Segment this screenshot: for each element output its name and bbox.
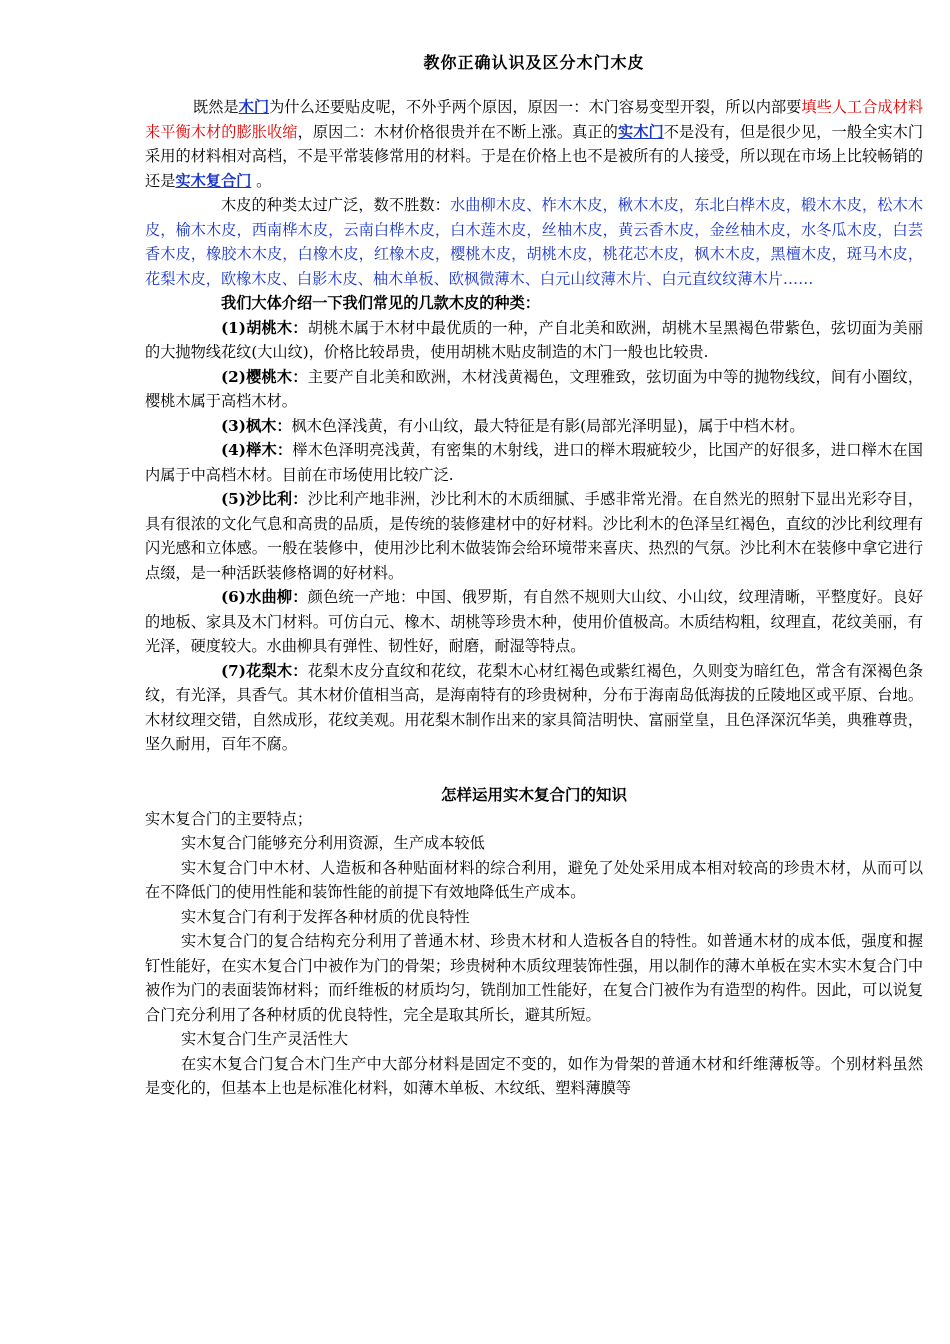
wood-text: 榉木色泽明亮浅黄，有密集的木射线，进口的榉木瑕疵较少，比国产的好很多，进口榉木在国内属于中高档木材。目前在市场使用比较广泛. [145,441,923,484]
intro-paragraph [145,95,923,193]
common-heading-text: 我们大体介绍一下我们常见的几款木皮的种类： [221,294,540,312]
wood-maple [145,414,923,439]
feature1-heading: 实木复合门能够充分利用资源，生产成本较低 [181,834,485,852]
wood-ash [145,585,923,659]
wood-label: (6)水曲柳： [221,588,308,606]
link-composite-door[interactable]: 实木复合门 [175,171,252,190]
species-list: 水曲柳木皮、柞木木皮，楸木木皮，东北白桦木皮，椴木木皮，松木木皮，榆木木皮，西南桦木皮，云南白桦木皮，白木莲木皮，丝柚木皮，黄云香木皮，金丝柚木皮，水冬瓜木皮，白芸香木皮，橡胶木木皮，白橡木皮，红橡木皮，樱桃木皮，胡桃木皮，桃花芯木皮，枫木木皮，黑檀木皮，斑马木皮，花梨木皮，欧橡木皮、白影木皮、柚木单板、欧枫微薄木、白元山纹薄木片、白元直纹纹薄木片…… [145,196,924,288]
link-solid-wood-door[interactable]: 实木门 [617,122,664,141]
wood-rosewood [145,659,923,757]
document-page [145,40,923,1101]
wood-label: (5)沙比利： [221,490,308,508]
wood-label: (2)樱桃木： [221,367,308,386]
section2-title: 怎样运用实木复合门的知识 [440,784,627,804]
wood-text: 沙比利产地非洲，沙比利木的木质细腻、手感非常光滑。在自然光的照射下显出光彩夺目，具有很浓的文化气息和高贵的品质，是传统的装修建材中的好材料。沙比利木的色泽呈红褐色，直纹的沙比利纹理有闪光感和立体感。一般在装修中，使用沙比利木做装饰会给环境带来喜庆、热烈的气氛。沙比利木在装修中拿它进行点缀，是一种活跃装修格调的好材料。 [145,490,924,582]
wood-label: (1)胡桃木： [221,318,308,337]
page-title: 教你正确认识及区分木门木皮 [423,53,645,72]
species-lead: 木皮的种类太过广泛，数不胜数： [221,196,450,214]
feature2-text: 实木复合门的复合结构充分利用了普通木材、珍贵木材和人造板各自的特性。如普通木材的成本低，强度和握钉性能好，在实木复合门中被作为门的骨架；珍贵树种木质纹理装饰性强，用以制作的薄木单板在实木实木复合门中被作为门的表面装饰材料；而纤维板的材质均匀，铣削加工性能好，在复合门被作为有造型的构件。因此，可以说复合门充分利用了各种材质的优良特性，完全是取其所长，避其所短。 [145,932,923,1024]
wood-label: (3)枫木： [221,416,292,435]
wood-cherry [145,365,923,414]
link-wood-door[interactable]: 木门 [238,98,270,116]
wood-text: 枫木色泽浅黄，有小山纹，最大特征是有影(局部光泽明显)，属于中档木材。 [291,416,805,435]
feature1-text: 实木复合门中木材、人造板和各种贴面材料的综合利用，避免了处处采用成本相对较高的珍贵木材，从而可以在不降低门的使用性能和装饰性能的前提下有效地降低生产成本。 [145,858,923,901]
feature3-text: 在实木复合门复合木门生产中大部分材料是固定不变的，如作为骨架的普通木材和纤维薄板等。个别材料虽然是变化的，但基本上也是标准化材料，如薄木单板、木纹纸、塑料薄膜等 [145,1054,923,1097]
wood-label: (7)花梨木： [221,661,308,680]
intro-text-d: 不是没有，但是很少见，一般全实木门采用的材料相对高档，不是平常装修常用的材料。于是在价格上也不是被所有的人接受，所以现在市场上比较畅销的还是 [145,122,924,190]
features-heading: 实木复合门的主要特点； [145,809,313,828]
common-heading [145,291,923,316]
intro-text-c: ，原因二：木材价格很贵并在不断上涨。真正的 [297,122,618,141]
wood-text: 颜色统一产地：中国、俄罗斯，有自然不规则大山纹、小山纹，纹理清晰，平整度好。良好的地板、家具及木门材料。可仿白元、橡木、胡桃等珍贵木种，使用价值极高。木质结构粗，纹理直，花纹美丽，有光泽，硬度较大。水曲柳具有弹性、韧性好，耐磨，耐湿等特点。 [145,588,924,655]
species-paragraph [145,193,923,291]
wood-text: 主要产自北美和欧洲，木材浅黄褐色，文理雅致，弦切面为中等的抛物线纹，间有小圈纹，樱桃木属于高档木材。 [145,367,924,410]
wood-walnut [145,316,923,365]
intro-text-b: 为什么还要贴皮呢，不外乎两个原因，原因一：木门容易变型开裂，所以内部要 [269,98,802,116]
section-spacer [145,757,923,783]
feature3-heading: 实木复合门生产灵活性大 [181,1030,349,1048]
wood-beech [145,438,923,487]
feature2-heading: 实木复合门有利于发挥各种材质的优良特性 [181,907,470,926]
intro-red-text: 填些人工合成材料来平衡木材的膨胀收缩 [145,98,924,141]
wood-label: (4)榉木： [221,441,293,459]
wood-text: 花梨木皮分直纹和花纹，花梨木心材红褐色或紫红褐色，久则变为暗红色，常含有深褐色条纹，有光泽，具香气。其木材价值相当高，是海南特有的珍贵树种，分布于海南岛低海拔的丘陵地区或平原、台地。木材纹理交错，自然成形，花纹美观。用花梨木制作出来的家具简洁明快、富丽堂皇，且色泽深沉华美，典雅尊贵，坚久耐用，百年不腐。 [145,661,924,753]
intro-text-e: 。 [251,171,272,190]
wood-text: 胡桃木属于木材中最优质的一种，产自北美和欧洲，胡桃木呈黑褐色带紫色，弦切面为美丽的大抛物线花纹(大山纹)，价格比较昂贵，使用胡桃木贴皮制造的木门一般也比较贵. [145,318,924,361]
wood-sapele [145,487,923,585]
intro-text-a: 既然是 [193,98,239,116]
